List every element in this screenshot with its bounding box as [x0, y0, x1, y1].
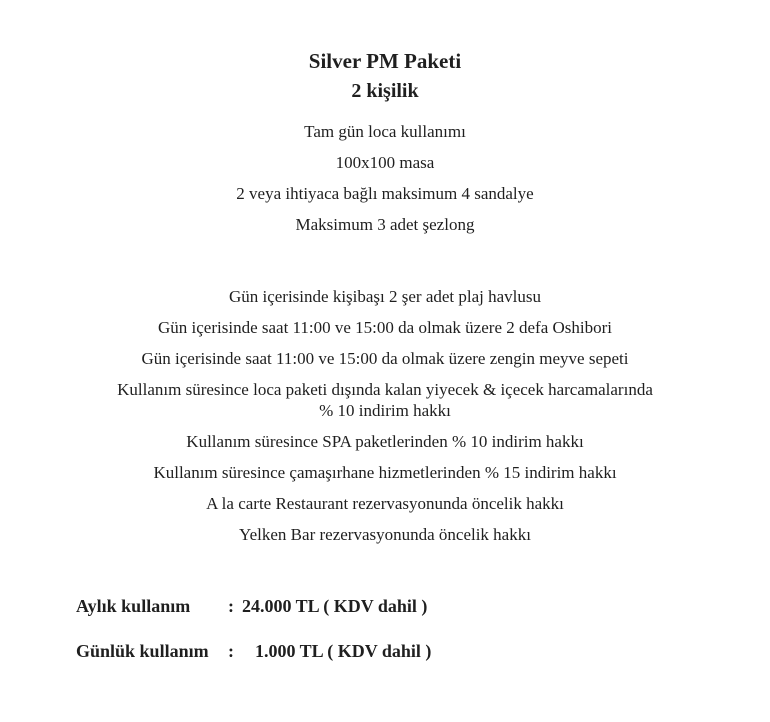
feature-beach-towels: Gün içerisinde kişibaşı 2 şer adet plaj havlusu [228, 287, 542, 306]
price-colon: : [228, 596, 234, 616]
feature-fnb-discount-line1: Kullanım süresince loca paketi dışında kalan yiyecek & içecek harcamalarında [117, 380, 653, 399]
price-value-daily: 1.000 TL ( KDV dahil ) [255, 641, 432, 661]
package-title: Silver PM Paketi [308, 49, 462, 73]
feature-fruit-basket: Gün içerisinde saat 11:00 ve 15:00 da olmak üzere zengin meyve sepeti [141, 349, 629, 368]
feature-sunbeds: Maksimum 3 adet şezlong [295, 215, 475, 234]
price-colon: : [228, 641, 234, 661]
package-capacity: 2 kişilik [351, 80, 419, 102]
price-row-daily [76, 641, 770, 662]
feature-loca-usage: Tam gün loca kullanımı [304, 122, 466, 141]
features-basic-section [0, 122, 770, 235]
feature-laundry-discount: Kullanım süresince çamaşırhane hizmetlerinden % 15 indirim hakkı [153, 463, 617, 482]
feature-fnb-discount-line2: % 10 indirim hakkı [319, 401, 451, 420]
feature-spa-discount: Kullanım süresince SPA paketlerinden % 10 indirim hakkı [186, 432, 584, 451]
price-label-monthly: Aylık kullanım [76, 596, 191, 616]
pricing-section [0, 596, 770, 662]
price-row-monthly [76, 596, 770, 617]
feature-yelkenbar-priority: Yelken Bar rezervasyonunda öncelik hakkı [239, 525, 531, 544]
feature-alacarte-priority: A la carte Restaurant rezervasyonunda öncelik hakkı [206, 494, 564, 513]
features-services-section [0, 287, 770, 545]
price-value-monthly: 24.000 TL ( KDV dahil ) [242, 596, 428, 616]
feature-oshibori: Gün içerisinde saat 11:00 ve 15:00 da olmak üzere 2 defa Oshibori [158, 318, 612, 337]
feature-table: 100x100 masa [335, 153, 435, 172]
feature-chairs: 2 veya ihtiyaca bağlı maksimum 4 sandalye [236, 184, 534, 203]
price-label-daily: Günlük kullanım [76, 641, 209, 661]
